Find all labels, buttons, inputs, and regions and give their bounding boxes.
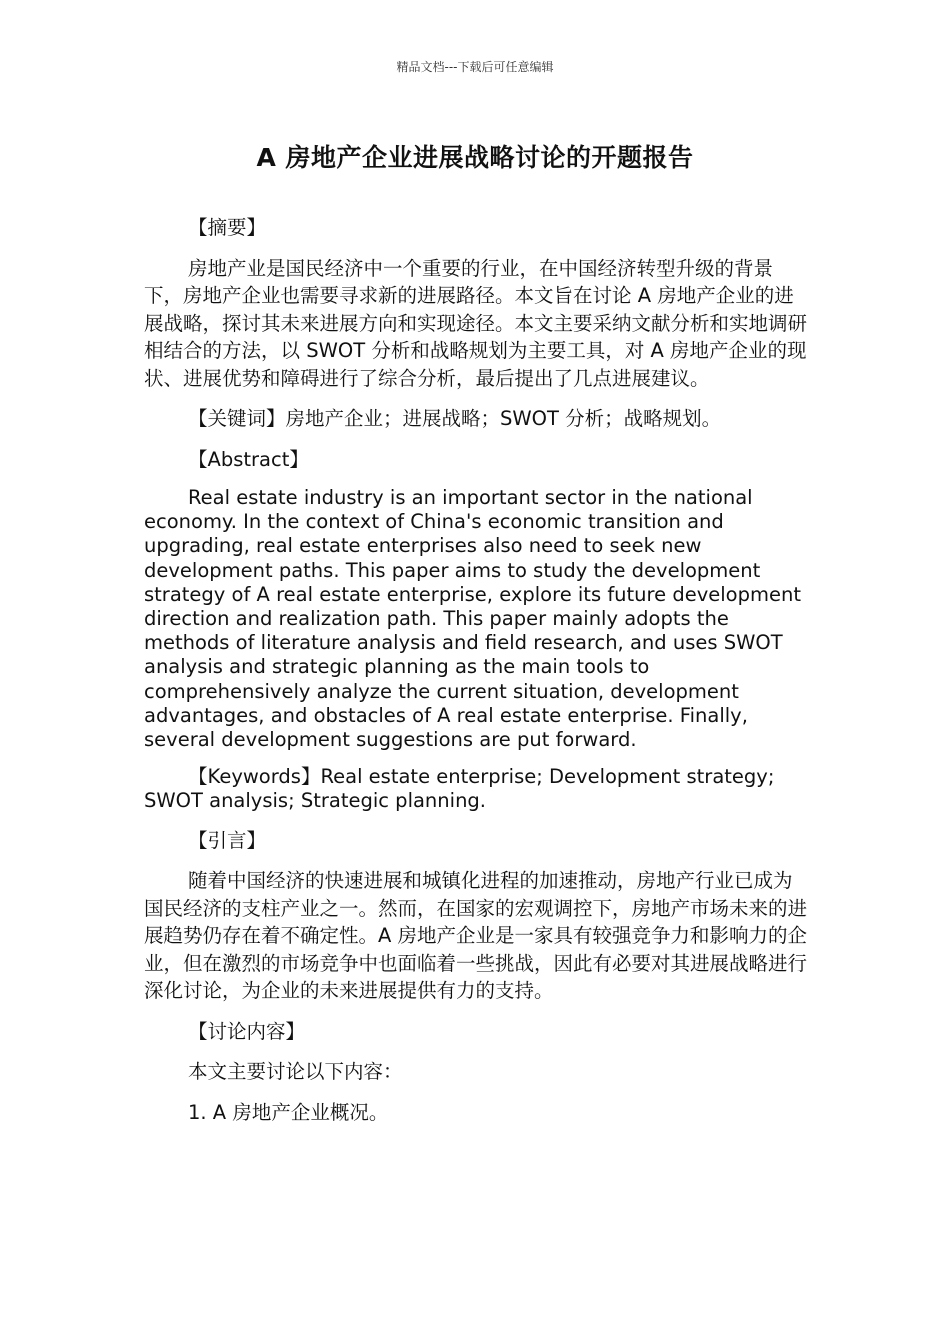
document-title: A 房地产企业进展战略讨论的开题报告 — [256, 143, 694, 172]
intro-paragraph: 随着中国经济的快速进展和城镇化进程的加速推动，房地产行业已成为国民经济的支柱产业之一。然而，在国家的宏观调控下，房地产市场未来的进展趋势仍存在着不确定性。A 房地产企业是一家具有较强竞争力和影响力的企业，但在激烈的市场竞争中也面临着一些挑战，因此有必要对其进展战略进行深化讨论，为企业的未来进展提供有力的支持。 — [144, 869, 808, 1003]
abstract-en-paragraph: Real estate industry is an important sector in the national economy. In the context of China's economic transition and upgrading, real estate enterprises also need to seek new development paths. This paper aims to study the development strategy of A real estate enterprise, explore its future development direction and realization path. This paper mainly adopts the methods of literature analysis and field research, and uses SWOT analysis and strategic planning as the main tools to comprehensively analyze the current situation, development advantages, and obstacles of A real estate enterprise. Finally, several development suggestions are put forward. — [144, 486, 801, 752]
research-content-item: 1. A 房地产企业概况。 — [188, 1100, 389, 1124]
keywords-en: 【Keywords】Real estate enterprise; Development strategy; SWOT analysis; Strategic planning. — [144, 765, 775, 813]
abstract-heading: 【摘要】 — [188, 216, 267, 239]
keywords-cn: 【关键词】房地产企业；进展战略；SWOT 分析；战略规划。 — [188, 407, 722, 430]
abstract-paragraph: 房地产业是国民经济中一个重要的行业，在中国经济转型升级的背景下，房地产企业也需要寻求新的进展路径。本文旨在讨论 A 房地产企业的进展战略，探讨其未来进展方向和实现途径。本文主要采纳文献分析和实地调研相结合的方法，以 SWOT 分析和战略规划为主要工具，对 A 房地产企业的现状、进展优势和障碍进行了综合分析，最后提出了几点进展建议。 — [144, 256, 808, 390]
intro-heading: 【引言】 — [188, 828, 267, 852]
document-body — [144, 214, 808, 1126]
research-content-heading: 【讨论内容】 — [188, 1019, 306, 1043]
abstract-en-heading: 【Abstract】 — [188, 447, 309, 471]
page-header: 精品文档---下载后可任意编辑 — [396, 60, 554, 74]
research-content-intro: 本文主要讨论以下内容： — [188, 1060, 403, 1084]
